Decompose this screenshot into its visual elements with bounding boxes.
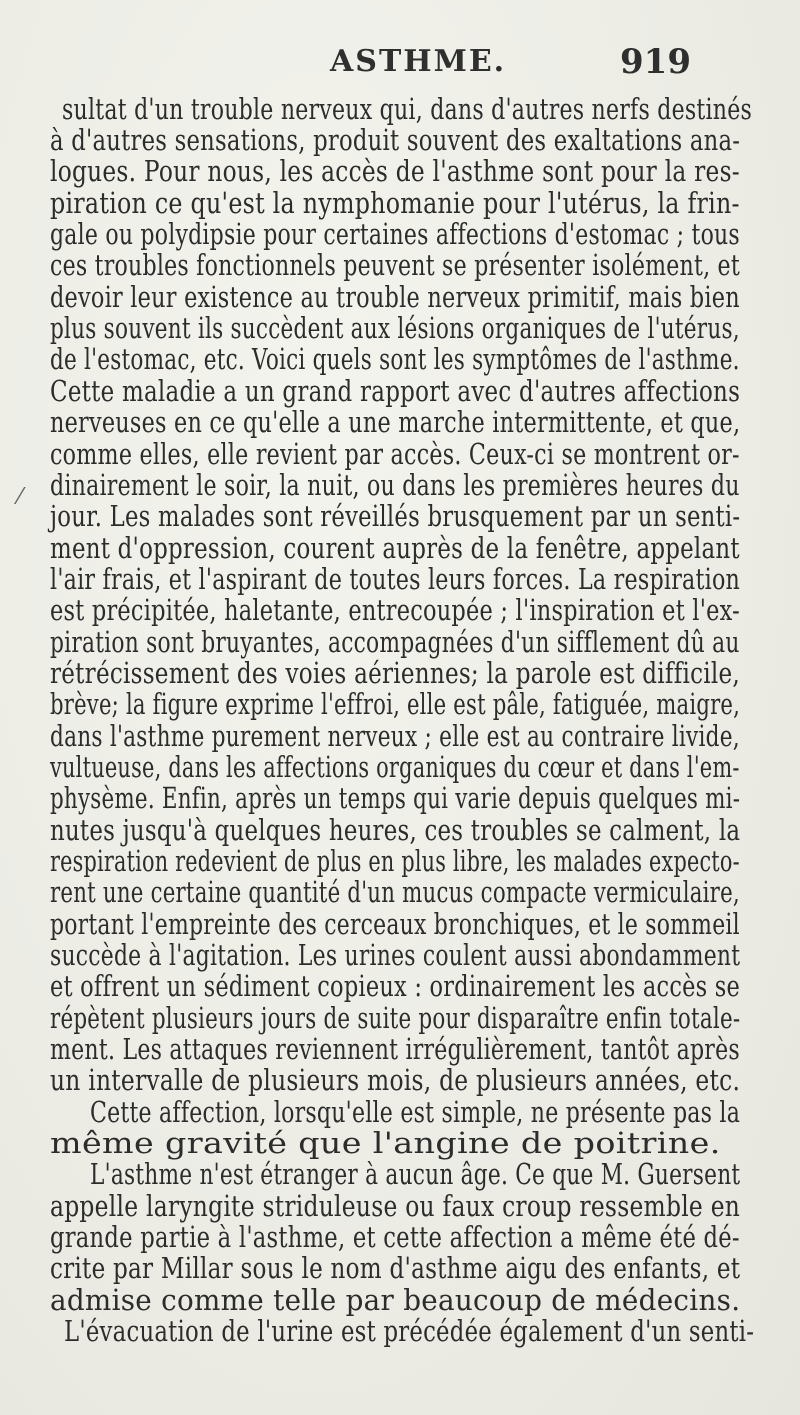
margin-mark: ⁄ bbox=[18, 485, 22, 510]
text-line: est précipitée, haletante, entrecoupée ; l'inspiration et l'ex- bbox=[50, 593, 740, 627]
text-line: appelle laryngite striduleuse ou faux croup ressemble en bbox=[50, 1189, 741, 1223]
text-line: rétrécissement des voies aériennes; la parole est difficile, bbox=[50, 656, 740, 690]
text-line: répètent plusieurs jours de suite pour disparaître enfin totale- bbox=[50, 1001, 741, 1035]
text-line: grande partie à l'asthme, et cette affection a même été dé- bbox=[50, 1220, 740, 1254]
text-line: même gravité que l'angine de poitrine. bbox=[50, 1126, 721, 1160]
text-line: sultat d'un trouble nerveux qui, dans d'autres nerfs destinés bbox=[62, 92, 753, 126]
running-title: ASTHME. bbox=[330, 44, 507, 79]
text-line: succède à l'agitation. Les urines coulent aussi abondamment bbox=[50, 938, 741, 972]
text-line: de l'estomac, etc. Voici quels sont les symptômes de l'asthme. bbox=[50, 342, 740, 376]
text-line: vultueuse, dans les affections organiques du cœur et dans l'em- bbox=[50, 750, 740, 784]
page-header bbox=[0, 44, 800, 84]
text-line: plus souvent ils succèdent aux lésions organiques de l'utérus, bbox=[50, 311, 740, 345]
text-line: Cette maladie a un grand rapport avec d'autres affections bbox=[50, 374, 741, 408]
text-line: brève; la figure exprime l'effroi, elle est pâle, fatiguée, maigre, bbox=[50, 687, 741, 721]
text-line: nutes jusqu'à quelques heures, ces troubles se calment, la bbox=[50, 813, 741, 847]
text-line: physème. Enfin, après un temps qui varie depuis quelques mi- bbox=[50, 781, 741, 815]
text-line: respiration redevient de plus en plus libre, les malades expecto- bbox=[50, 844, 740, 878]
text-line: portant l'empreinte des cerceaux bronchiques, et le sommeil bbox=[50, 907, 740, 941]
text-line: L'évacuation de l'urine est précédée également d'un senti- bbox=[64, 1314, 755, 1348]
page-number: 919 bbox=[620, 42, 691, 82]
text-line: logues. Pour nous, les accès de l'asthme sont pour la res- bbox=[50, 154, 740, 188]
text-line: L'asthme n'est étranger à aucun âge. Ce que M. Guersent bbox=[90, 1157, 741, 1191]
text-line: nerveuses en ce qu'elle a une marche intermittente, et que, bbox=[50, 405, 741, 439]
text-line: gale ou polydipsie pour certaines affections d'estomac ; tous bbox=[50, 217, 740, 251]
text-line: ment d'oppression, courent auprès de la fenêtre, appelant bbox=[50, 531, 740, 565]
text-line: admise comme telle par beaucoup de médecins. bbox=[50, 1283, 741, 1317]
text-line: l'air frais, et l'aspirant de toutes leurs forces. La respiration bbox=[50, 562, 741, 596]
text-line: comme elles, elle revient par accès. Ceux-ci se montrent or- bbox=[50, 437, 740, 471]
text-line: et offrent un sédiment copieux : ordinairement les accès se bbox=[50, 969, 741, 1003]
text-line: piration ce qu'est la nymphomanie pour l'utérus, la frin- bbox=[50, 186, 740, 220]
text-line: un intervalle de plusieurs mois, de plusieurs années, etc. bbox=[50, 1063, 741, 1097]
text-line: ces troubles fonctionnels peuvent se présenter isolément, et bbox=[50, 248, 740, 282]
text-line: rent une certaine quantité d'un mucus compacte vermiculaire, bbox=[50, 875, 740, 909]
text-line: à d'autres sensations, produit souvent des exaltations ana- bbox=[50, 123, 741, 157]
text-line: devoir leur existence au trouble nerveux primitif, mais bien bbox=[50, 280, 740, 314]
text-line: ment. Les attaques reviennent irrégulièrement, tantôt après bbox=[50, 1032, 740, 1066]
text-line: crite par Millar sous le nom d'asthme aigu des enfants, et bbox=[50, 1251, 741, 1285]
text-line: dinairement le soir, la nuit, ou dans les premières heures du bbox=[50, 468, 740, 502]
text-line: piration sont bruyantes, accompagnées d'un sifflement dû au bbox=[50, 625, 740, 659]
text-line: Cette affection, lorsqu'elle est simple, ne présente pas la bbox=[90, 1095, 741, 1129]
text-line: dans l'asthme purement nerveux ; elle est au contraire livide, bbox=[50, 719, 740, 753]
text-line: jour. Les malades sont réveillés brusquement par un senti- bbox=[50, 499, 741, 533]
